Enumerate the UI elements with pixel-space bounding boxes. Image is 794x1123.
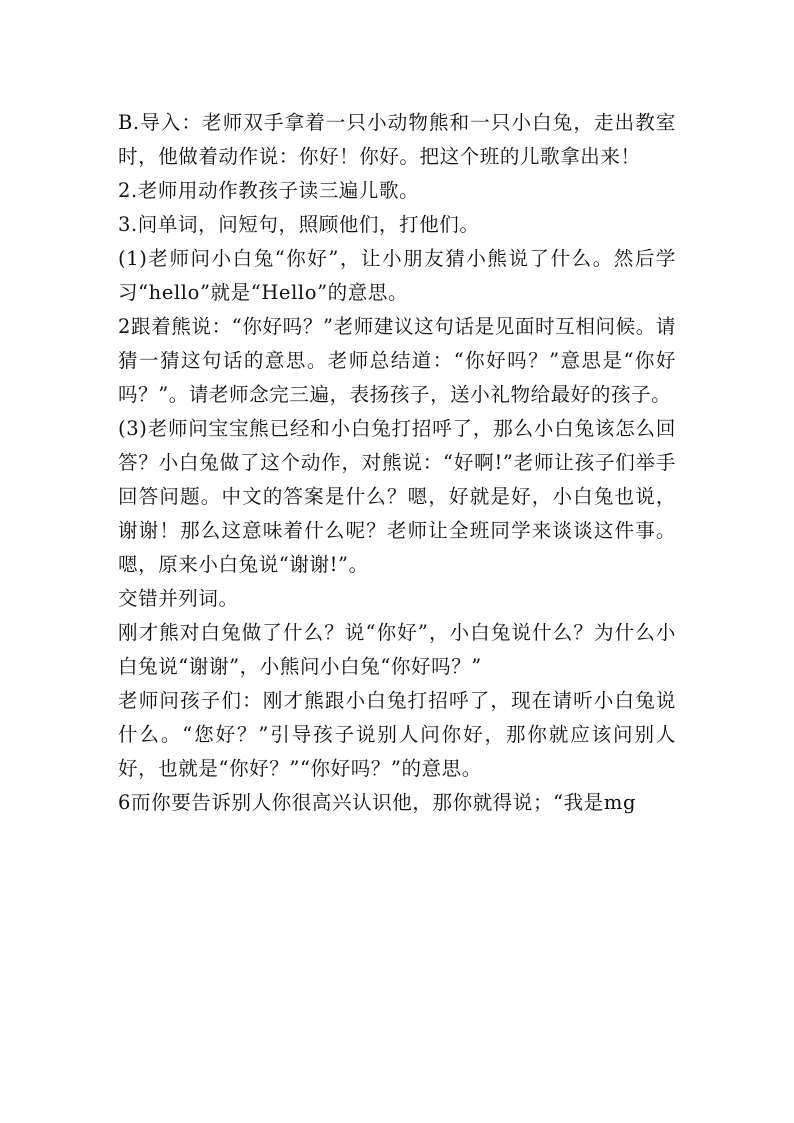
document-body — [118, 106, 676, 820]
paragraph-step-2: 2.老师用动作教孩子读三遍儿歌。 — [118, 179, 420, 202]
paragraph-step-6: 6而你要告诉别人你很高兴认识他，那你就得说；“我是mg — [118, 791, 637, 814]
paragraph-heading-interleave: 交错并列词。 — [118, 587, 239, 610]
paragraph-review-question: 刚才熊对白兔做了什么？说“你好”，小白兔说什么？为什么小白兔说“谢谢”，小熊问小白兔“你好吗？” — [118, 621, 676, 678]
paragraph-sub-3: (3)老师问宝宝熊已经和小白兔打招呼了，那么小白兔该怎么回答？小白兔做了这个动作，对熊说：“好啊!”老师让孩子们举手回答问题。中文的答案是什么？嗯，好就是好，小白兔也说，谢谢！那么这意味着什么呢？老师让全班同学来谈谈这件事。嗯，原来小白兔说“谢谢!”。 — [118, 417, 676, 576]
paragraph-sub-2: 2跟着熊说：“你好吗？”老师建议这句话是见面时互相问候。请猜一猜这句话的意思。老师总结道：“你好吗？”意思是“你好吗？”。请老师念完三遍，表扬孩子，送小礼物给最好的孩子。 — [118, 315, 676, 406]
paragraph-intro: B.导入：老师双手拿着一只小动物熊和一只小白兔，走出教室时，他做着动作说：你好！你好。把这个班的儿歌拿出来！ — [118, 111, 676, 168]
paragraph-sub-1: (1)老师问小白兔“你好”，让小朋友猜小熊说了什么。然后学习“hello”就是“Hello”的意思。 — [118, 247, 676, 304]
paragraph-step-3: 3.问单词，问短句，照顾他们，打他们。 — [118, 213, 480, 236]
paragraph-teacher-question: 老师问孩子们：刚才熊跟小白兔打招呼了，现在请听小白兔说什么。“您好？”引导孩子说别人问你好，那你就应该问别人好，也就是“你好？”“你好吗？”的意思。 — [118, 689, 676, 780]
